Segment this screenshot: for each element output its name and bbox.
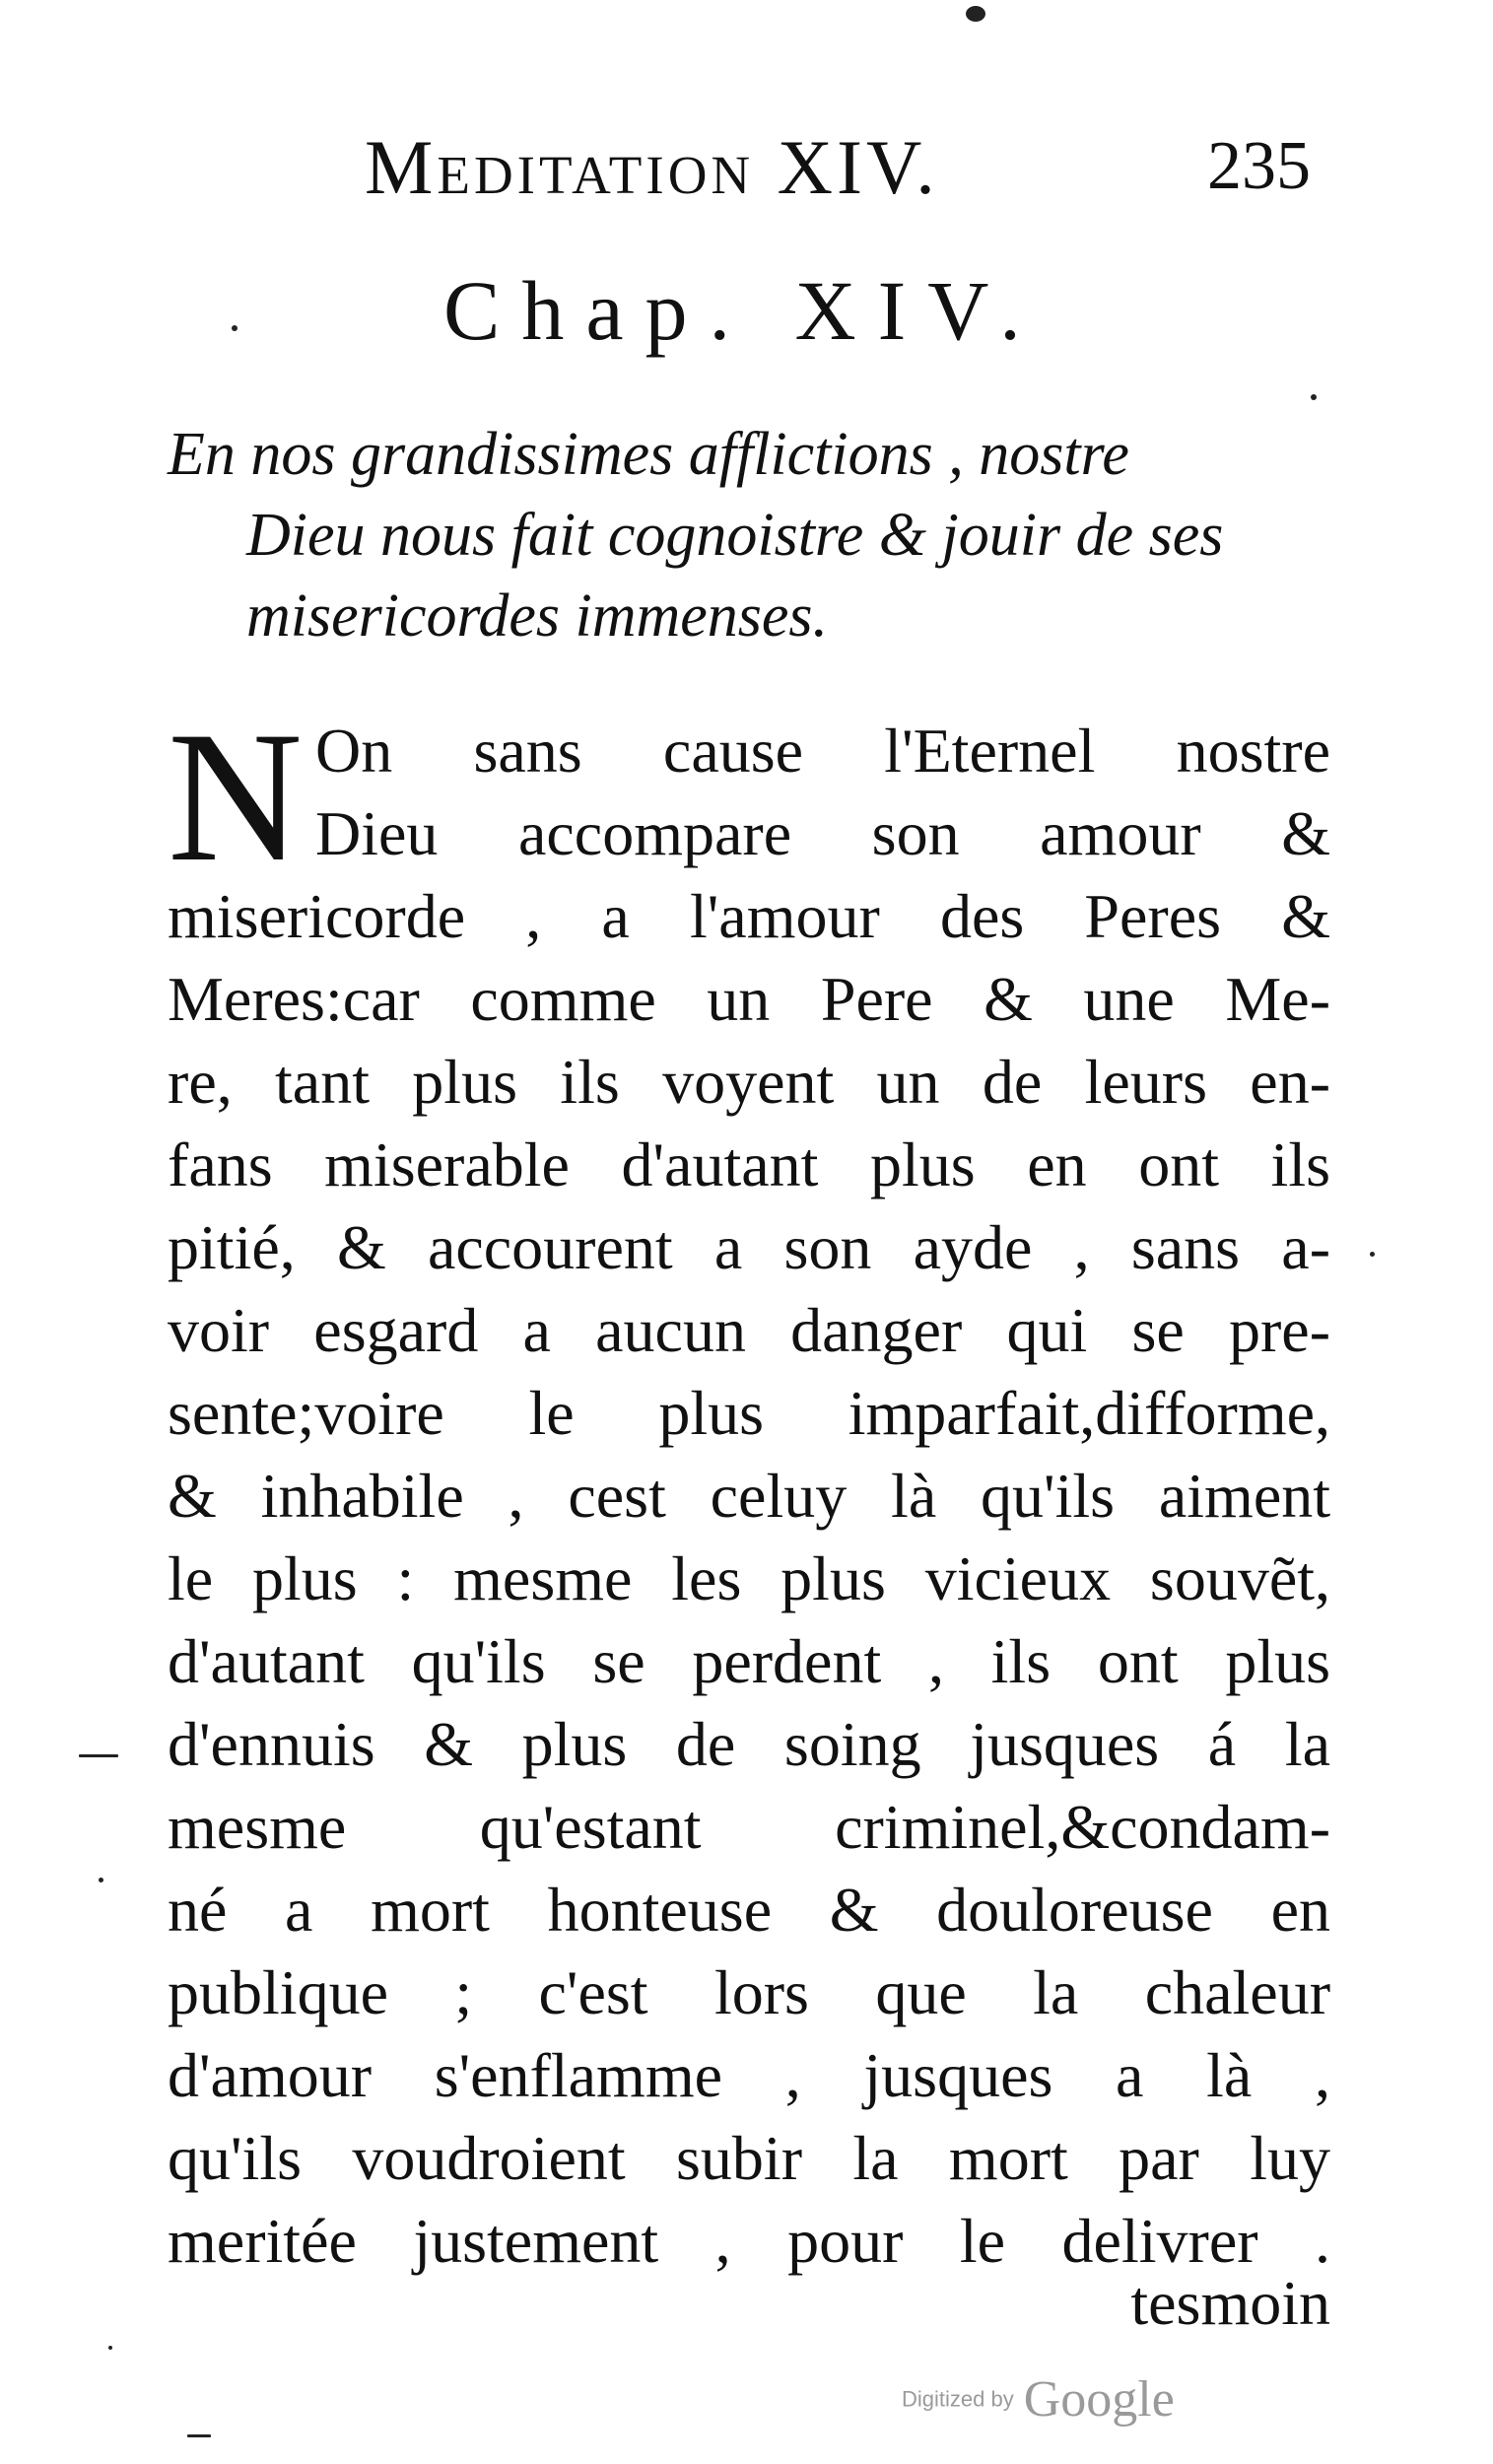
scan-speck: [187, 2434, 211, 2437]
scan-speck: [966, 6, 985, 22]
text-line: On sans cause l'Eternel nostre: [315, 716, 1330, 786]
text-line: voir esgard a aucun danger qui se pre-: [168, 1295, 1330, 1365]
text-line: le plus : mesme les plus vicieux souvẽt,: [168, 1543, 1330, 1613]
opening-paragraph: [168, 694, 1330, 901]
scan-speck: [1311, 394, 1317, 400]
scan-speck: [108, 2346, 112, 2350]
text-line: qu'ils voudroient subir la mort par luy: [168, 2123, 1330, 2193]
chapter-heading: Chap. XIV.: [443, 263, 1043, 358]
text-line: d'amour s'enflamme , jusques a là ,: [168, 2040, 1330, 2110]
text-line: mesme qu'estant criminel,&condam-: [168, 1792, 1330, 1862]
summary-line: Dieu nous fait cognoistre & jouir de ses: [246, 502, 1224, 569]
chapter-summary: [168, 414, 1330, 656]
page-header: [365, 113, 1311, 222]
text-line: fans miserable d'autant plus en ont ils: [168, 1129, 1330, 1199]
catchword: tesmoin: [1130, 2268, 1330, 2338]
text-line: & inhabile , cest celuy là qu'ils aiment: [168, 1461, 1330, 1531]
text-line: Meres:car comme un Pere & une Me-: [168, 964, 1330, 1034]
text-line: misericorde , a l'amour des Peres &: [168, 881, 1330, 951]
text-line: pitié, & accourent a son ayde , sans a-: [168, 1212, 1330, 1282]
scan-speck: [79, 1754, 118, 1757]
drop-cap: N: [168, 694, 304, 901]
scan-speck: [232, 325, 238, 331]
body-text: [168, 694, 1330, 2283]
text-line: d'ennuis & plus de soing jusques á la: [168, 1709, 1330, 1779]
text-line: d'autant qu'ils se perdent , ils ont plus: [168, 1626, 1330, 1696]
digitization-watermark: [902, 2370, 1175, 2429]
summary-line: misericordes immenses.: [246, 582, 829, 650]
text-line: Dieu accompare son amour &: [315, 798, 1330, 868]
scan-speck: [1370, 1252, 1375, 1257]
text-line: meritée justement , pour le delivrer .: [168, 2206, 1330, 2276]
google-logo: Google: [1023, 2371, 1175, 2428]
watermark-prefix: Digitized by: [902, 2386, 1014, 2412]
running-title: Meditation XIV.: [365, 124, 939, 210]
page-number: 235: [1207, 128, 1311, 204]
text-line: sente;voire le plus imparfait,difforme,: [168, 1378, 1330, 1448]
text-line: né a mort honteuse & douloreuse en: [168, 1875, 1330, 1945]
text-line: re, tant plus ils voyent un de leurs en-: [168, 1047, 1330, 1117]
summary-line: En nos grandissimes afflictions , nostre: [168, 421, 1129, 488]
scan-speck: [99, 1878, 103, 1882]
text-line: publique ; c'est lors que la chaleur: [168, 1957, 1330, 2027]
